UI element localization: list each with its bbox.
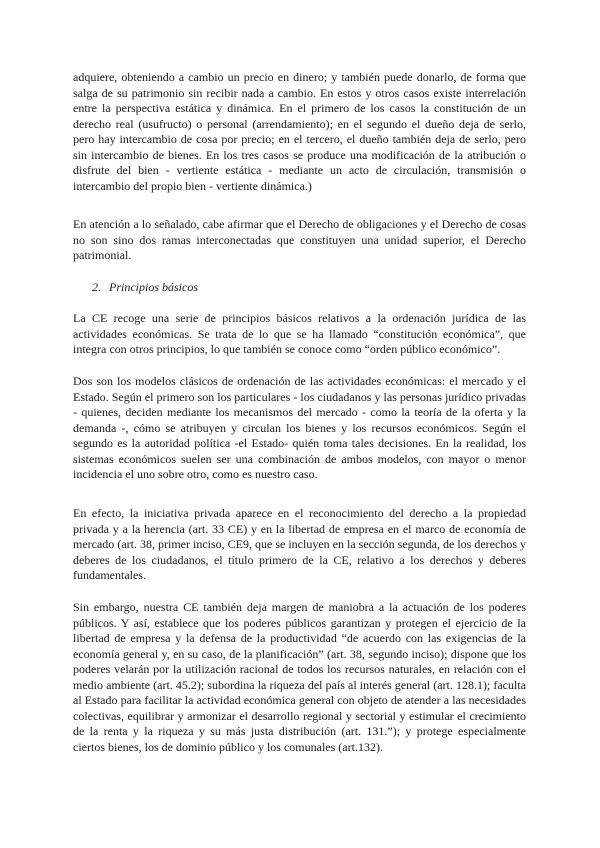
paragraph-text: En atención a lo señalado, cabe afirmar que el Derecho de obligaciones y el Derecho de cosas no son sino dos ramas interconectadas que constituyen una unidad superior, el Derecho patrimonial. bbox=[73, 217, 526, 262]
paragraph-patrimonial-law bbox=[73, 217, 526, 264]
paragraph-text: Sin embargo, nuestra CE también deja margen de maniobra a la actuación de los poderes públicos. Y así, establece que los poderes públicos garantizan y protegen el ejercicio de la libertad de empresa y la defensa de la productividad “de acuerdo con las exigencias de la economía general y, en su caso, de la planificación” (art. 38, segundo inciso); dispone que los poderes velarán por la utilización racional de todos los recursos naturales, en relación con el medio ambiente (art. 45.2); subordina la riqueza del país al interés general (art. 128.1); faculta al Estado para facilitar la actividad económica general con objeto de atender a las necesidades colectivas, equilibrar y armonizar el desarrollo regional y sectorial y estimular el crecimiento de la renta y la riqueza y su más justa distribución (art. 131.”); y protege especialmente ciertos bienes, los de dominio público y los comunales (art.132). bbox=[73, 600, 526, 754]
section-number: 2. bbox=[92, 280, 101, 294]
paragraph-text: La CE recoge una serie de principios básicos relativos a la ordenación jurídica de las actividades económicas. Se trata de lo que se ha llamado “constitución económica”, que integra con otros principios, lo que también se conoce como “orden público económico”. bbox=[73, 311, 526, 356]
paragraph-public-powers bbox=[73, 600, 526, 755]
paragraph-text: Dos son los modelos clásicos de ordenación de las actividades económicas: el mercado y el Estado. Según el primero son los particulares - los ciudadanos y las personas jurídico privadas - quienes, deciden mediante los mecanismos del mercado - como la teoría de la oferta y la demanda -, cómo se atribuyen y circulan los bienes y los recursos económicos. Según el segundo es la autoridad política -el Estado- quién toma tales decisiones. En la realidad, los sistemas económicos suelen ser una combinación de ambos modelos, con mayor o menor incidencia el uno sobre otro, como es nuestro caso. bbox=[73, 374, 526, 481]
paragraph-static-dynamic-perspective bbox=[73, 70, 526, 194]
section-title: Principios básicos bbox=[109, 280, 198, 294]
section-heading bbox=[92, 280, 198, 295]
paragraph-economic-constitution bbox=[73, 311, 526, 358]
paragraph-text: En efecto, la iniciativa privada aparece en el reconocimiento del derecho a la propiedad privada y a la herencia (art. 33 CE) y en la libertad de empresa en el marco de economía de mercado (art. 38, primer inciso, CE9, que se incluyen en la sección segunda, de los derechos y deberes de los ciudadanos, el título primero de la CE, relativo a los derechos y deberes fundamentales. bbox=[73, 506, 526, 582]
paragraph-classic-models bbox=[73, 374, 526, 483]
paragraph-private-initiative bbox=[73, 506, 526, 584]
paragraph-text: adquiere, obteniendo a cambio un precio en dinero; y también puede donarlo, de forma que salga de su patrimonio sin recibir nada a cambio. En estos y otros casos existe interrelación entre la perspectiva estática y dinámica. En el primero de los casos la constitución de un derecho real (usufructo) o personal (arrendamiento); en el segundo el dueño deja de serlo, pero hay intercambio de cosa por precio; en el tercero, el dueño también deja de serlo, pero sin intercambio de bienes. En los tres casos se produce una modificación de la atribución o disfrute del bien - vertiente estática - mediante un acto de circulación, transmisión o intercambio del propio bien - vertiente dinámica.) bbox=[73, 70, 526, 193]
